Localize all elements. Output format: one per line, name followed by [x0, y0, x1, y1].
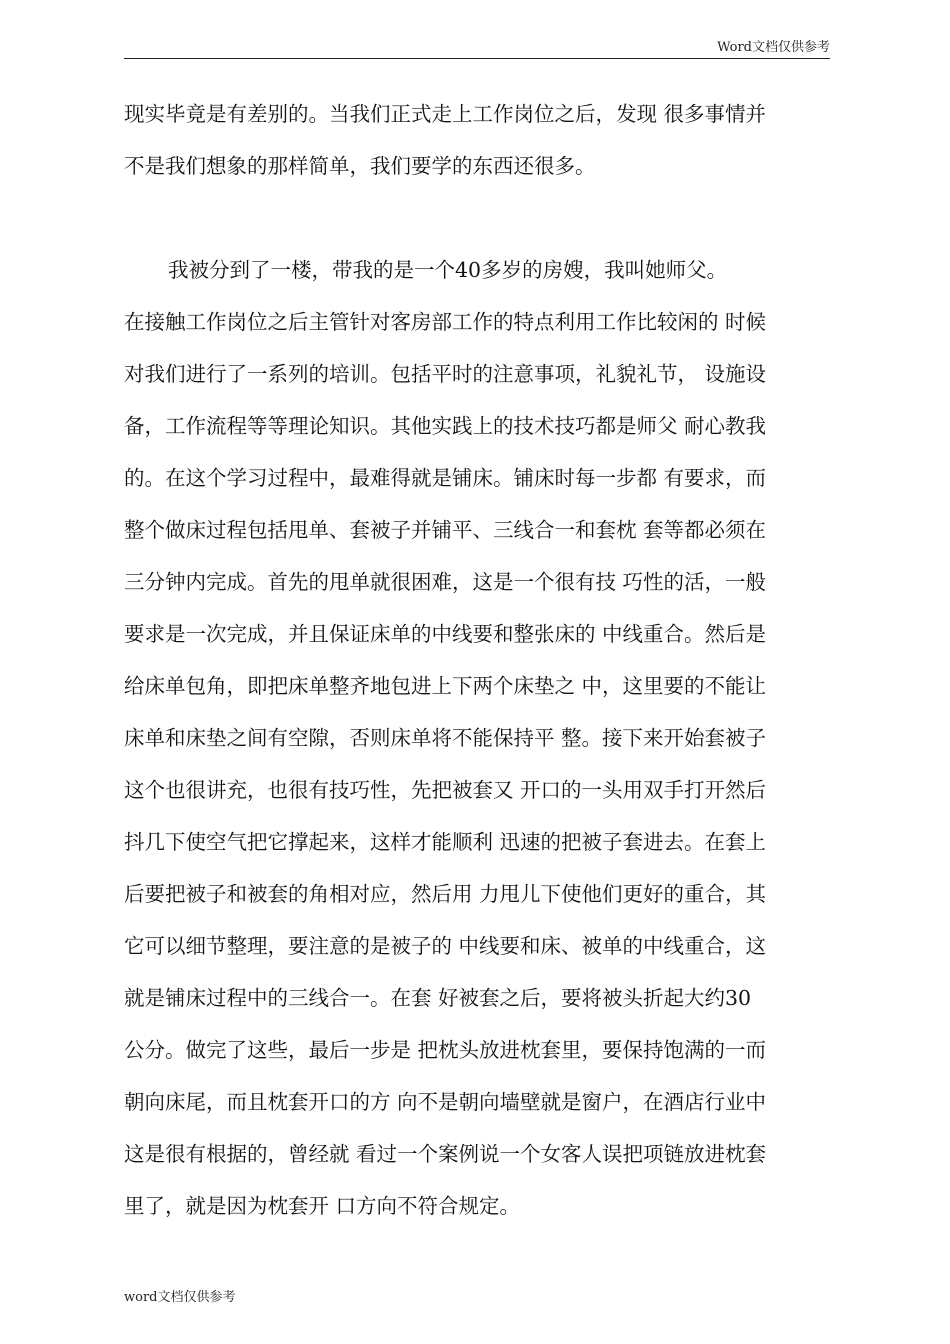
page-header — [124, 30, 830, 59]
text-line: 我被分到了一楼，带我的是一个40多岁的房嫂，我叫她师父。 — [168, 258, 728, 282]
text-line: 这个也很讲充，也很有技巧性，先把被套又 开口的一头用双手打开然后 — [124, 778, 767, 802]
text-line: 这是很有根据的，曾经就 看过一个案例说一个女客人误把项链放进枕套 — [124, 1142, 767, 1166]
text-line: 在接触工作岗位之后主管针对客房部工作的特点利用工作比较闲的 时候 — [124, 310, 767, 334]
text-line: 整个做床过程包括甩单、套被子并铺平、三线合一和套枕 套等都必须在 — [124, 518, 767, 542]
paragraph-1 — [124, 88, 830, 192]
text-line: 对我们进行了一系列的培训。包括平时的注意事项，礼貌礼节， 设施设 — [124, 362, 767, 386]
text-line: 床单和床垫之间有空隙，否则床单将不能保持平 整。接下来开始套被子 — [124, 726, 767, 750]
text-line: 朝向床尾，而且枕套开口的方 向不是朝向墙壁就是窗户，在酒店行业中 — [124, 1090, 767, 1114]
header-text: Word文档仅供参考 — [717, 40, 830, 55]
text-line: 不是我们想象的那样简单，我们要学的东西还很多。 — [124, 154, 596, 178]
text-line: 给床单包角，即把床单整齐地包进上下两个床垫之 中，这里要的不能让 — [124, 674, 767, 698]
text-line: 的。在这个学习过程中，最难得就是铺床。铺床时每一步都 有要求，而 — [124, 466, 767, 490]
text-line: 备，工作流程等等理论知识。其他实践上的技术技巧都是师父 耐心教我 — [124, 414, 767, 438]
text-line: 三分钟内完成。首先的甩单就很困难，这是一个很有技 巧性的活，一般 — [124, 570, 767, 594]
page-footer: word文档仅供参考 — [124, 1290, 236, 1305]
text-line: 抖几下使空气把它撑起来，这样才能顺利 迅速的把被子套进去。在套上 — [124, 830, 767, 854]
text-line: 要求是一次完成，并且保证床单的中线要和整张床的 中线重合。然后是 — [124, 622, 767, 646]
text-line: 公分。做完了这些，最后一步是 把枕头放进枕套里，要保持饱满的一而 — [124, 1038, 767, 1062]
text-line: 后要把被子和被套的角相对应，然后用 力甩儿下使他们更好的重合，其 — [124, 882, 767, 906]
paragraph-2 — [124, 244, 830, 1232]
text-line: 它可以细节整理，要注意的是被子的 中线要和床、被单的中线重合，这 — [124, 934, 767, 958]
text-line: 现实毕竟是有差别的。当我们正式走上工作岗位之后，发现 很多事情并 — [124, 102, 767, 126]
text-line: 就是铺床过程中的三线合一。在套 好被套之后，要将被头折起大约30 — [124, 986, 752, 1010]
text-line: 里了，就是因为枕套开 口方向不符合规定。 — [124, 1194, 521, 1218]
